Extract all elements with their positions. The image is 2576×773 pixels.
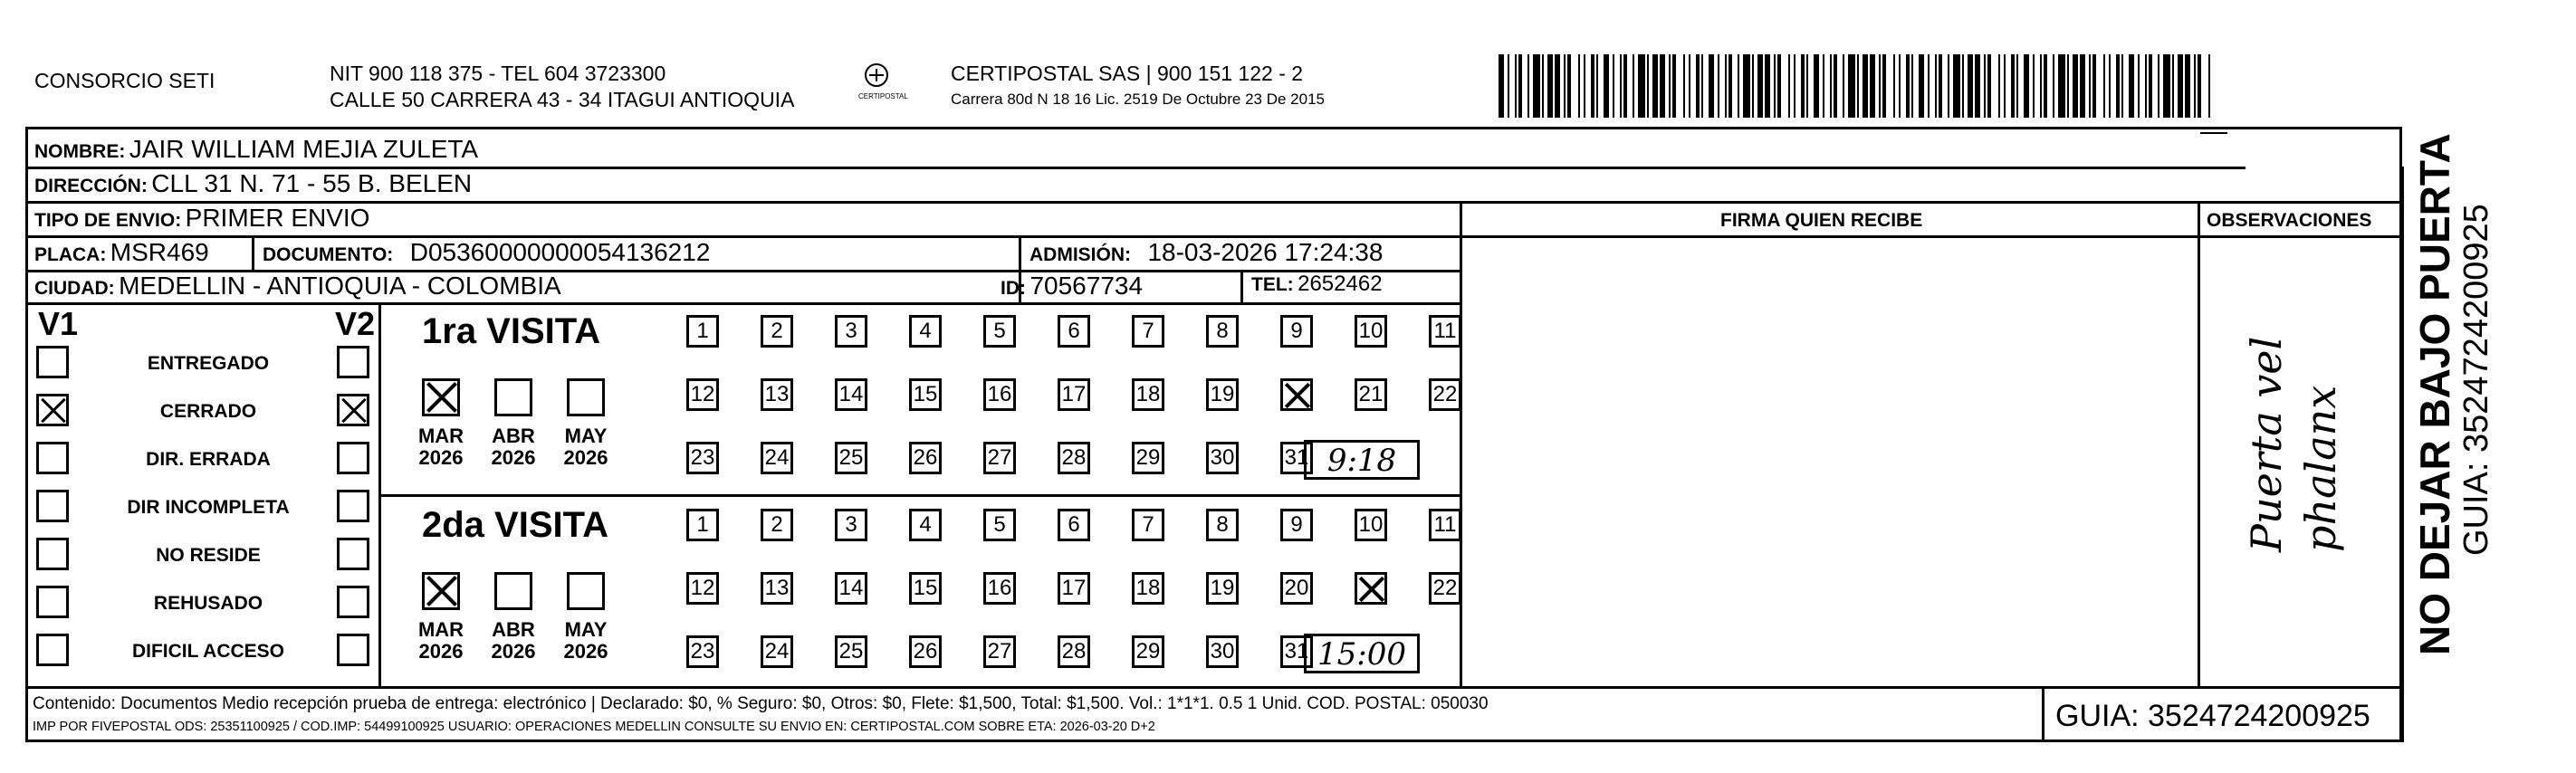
- day-box[interactable]: 7: [1132, 509, 1164, 541]
- day-box[interactable]: 15: [909, 378, 942, 411]
- placa-value: MSR469: [110, 238, 209, 266]
- day-box[interactable]: 24: [761, 442, 793, 474]
- day-box[interactable]: 25: [835, 442, 867, 474]
- certipostal-line: CERTIPOSTAL SAS | 900 151 122 - 2: [951, 62, 1304, 85]
- observaciones-line1: Puerta vel: [2242, 336, 2291, 552]
- day-box[interactable]: 25: [835, 635, 867, 668]
- day-box[interactable]: 14: [835, 378, 867, 411]
- visit-time: 15:00: [1304, 634, 1420, 673]
- day-box[interactable]: [1280, 378, 1313, 411]
- no-dejar-text: NO DEJAR BAJO PUERTA: [2411, 133, 2458, 655]
- day-box[interactable]: 23: [686, 442, 719, 474]
- visit-title: 1ra VISITA: [422, 311, 601, 351]
- month-label: MAY 2026: [563, 618, 608, 663]
- day-box[interactable]: 27: [983, 635, 1016, 668]
- day-box[interactable]: 8: [1206, 315, 1239, 348]
- day-box[interactable]: 1: [686, 509, 719, 541]
- company-name: CONSORCIO SETI: [34, 69, 215, 92]
- v2-checkbox[interactable]: [337, 490, 369, 522]
- day-box[interactable]: 2: [761, 315, 793, 348]
- observaciones-header: OBSERVACIONES: [2207, 210, 2372, 231]
- ciudad-label: CIUDAD:: [34, 278, 115, 299]
- day-box[interactable]: 8: [1206, 509, 1239, 541]
- day-box[interactable]: 28: [1058, 442, 1090, 474]
- day-box[interactable]: 22: [1429, 572, 1461, 605]
- day-box[interactable]: 31: [1280, 442, 1313, 474]
- day-box[interactable]: 5: [983, 315, 1016, 348]
- certipostal-logo-icon: CERTIPOSTAL: [858, 62, 895, 98]
- day-box[interactable]: 11: [1429, 315, 1461, 348]
- admision-value: 18-03-2026 17:24:38: [1147, 238, 1384, 266]
- side-guia-text: GUIA: 3524724200925: [2457, 204, 2495, 556]
- documento-label: DOCUMENTO:: [263, 244, 394, 265]
- day-box[interactable]: 10: [1355, 509, 1387, 541]
- day-box[interactable]: 13: [761, 572, 793, 605]
- direccion-value: CLL 31 N. 71 - 55 B. BELEN: [151, 169, 473, 197]
- status-label: NO RESIDE: [156, 545, 261, 566]
- day-box[interactable]: 28: [1058, 635, 1090, 668]
- day-box[interactable]: 10: [1355, 315, 1387, 348]
- month-checkbox[interactable]: [422, 378, 460, 416]
- day-box[interactable]: 3: [835, 509, 867, 541]
- day-box[interactable]: 16: [983, 572, 1016, 605]
- nombre-label: NOMBRE:: [34, 141, 126, 162]
- nombre-value: JAIR WILLIAM MEJIA ZULETA: [129, 135, 479, 163]
- month-label: MAR 2026: [417, 425, 464, 470]
- v1-checkbox[interactable]: [36, 586, 69, 618]
- admision-label: ADMISIÓN:: [1029, 244, 1131, 265]
- day-box[interactable]: 6: [1058, 509, 1090, 541]
- direccion-label: DIRECCIÓN:: [34, 176, 148, 196]
- day-box[interactable]: 6: [1058, 315, 1090, 348]
- month-checkbox[interactable]: [567, 378, 605, 416]
- day-box[interactable]: 26: [909, 442, 942, 474]
- v2-header: V2: [335, 305, 376, 342]
- day-box[interactable]: 29: [1132, 442, 1164, 474]
- month-checkbox[interactable]: [494, 572, 532, 610]
- v1-checkbox[interactable]: [36, 346, 69, 378]
- day-box[interactable]: 31: [1280, 635, 1313, 668]
- v1-checkbox[interactable]: [36, 634, 69, 666]
- day-box[interactable]: 17: [1058, 572, 1090, 605]
- v1-header: V1: [38, 305, 79, 342]
- day-box[interactable]: [1355, 572, 1387, 605]
- month-label: MAY 2026: [563, 425, 608, 470]
- v2-checkbox[interactable]: [337, 634, 369, 666]
- day-box[interactable]: 14: [835, 572, 867, 605]
- day-box[interactable]: 24: [761, 635, 793, 668]
- day-box[interactable]: 26: [909, 635, 942, 668]
- v1-checkbox[interactable]: [36, 394, 69, 426]
- day-box[interactable]: 5: [983, 509, 1016, 541]
- documento-value: D05360000000054136212: [409, 238, 711, 266]
- certipostal-sub: Carrera 80d N 18 16 Lic. 2519 De Octubre 23 De 2015: [951, 91, 1325, 108]
- day-box[interactable]: 21: [1355, 378, 1387, 411]
- day-box[interactable]: 17: [1058, 378, 1090, 411]
- day-box[interactable]: 9: [1280, 315, 1313, 348]
- id-value: 70567734: [1029, 272, 1144, 300]
- v2-checkbox[interactable]: [337, 538, 369, 570]
- month-checkbox[interactable]: [422, 572, 460, 610]
- day-box[interactable]: 3: [835, 315, 867, 348]
- month-label: MAR 2026: [417, 618, 464, 663]
- barcode: [1499, 54, 2214, 118]
- day-box[interactable]: 29: [1132, 635, 1164, 668]
- status-label: REHUSADO: [153, 593, 263, 614]
- imp-text: IMP POR FIVEPOSTAL ODS: 25351100925 / COD.IMP: 54499100925 USUARIO: OPERACIONES MEDELLIN CONSULTE SU ENVIO EN: CERTIPOSTAL.COM SOBRE ETA: 2026-03-20 D+2: [33, 720, 1155, 734]
- day-box[interactable]: 30: [1206, 635, 1239, 668]
- tipo-envio-value: PRIMER ENVIO: [185, 204, 370, 232]
- month-label: ABR 2026: [491, 425, 536, 470]
- day-box[interactable]: 27: [983, 442, 1016, 474]
- v2-checkbox[interactable]: [337, 394, 369, 426]
- visit-time: 9:18: [1304, 440, 1420, 480]
- day-box[interactable]: 12: [686, 378, 719, 411]
- month-label: ABR 2026: [491, 618, 536, 663]
- observaciones-line2: phalanx: [2296, 385, 2345, 552]
- nit-line: NIT 900 118 375 - TEL 604 3723300: [330, 62, 666, 85]
- month-checkbox[interactable]: [494, 378, 532, 416]
- day-box[interactable]: 22: [1429, 378, 1461, 411]
- day-box[interactable]: 4: [909, 509, 942, 541]
- ciudad-value: MEDELLIN - ANTIOQUIA - COLOMBIA: [119, 272, 561, 300]
- v2-checkbox[interactable]: [337, 586, 369, 618]
- v1-checkbox[interactable]: [36, 538, 69, 570]
- tipo-envio-label: TIPO DE ENVIO:: [34, 210, 182, 231]
- day-box[interactable]: 4: [909, 315, 942, 348]
- month-checkbox[interactable]: [567, 572, 605, 610]
- day-box[interactable]: 9: [1280, 509, 1313, 541]
- day-box[interactable]: 1: [686, 315, 719, 348]
- status-label: DIR. ERRADA: [146, 449, 271, 470]
- day-box[interactable]: 23: [686, 635, 719, 668]
- status-label: DIR INCOMPLETA: [127, 497, 290, 518]
- v1-checkbox[interactable]: [36, 442, 69, 474]
- status-label: DIFICIL ACCESO: [131, 641, 284, 662]
- day-box[interactable]: 16: [983, 378, 1016, 411]
- tel-label: TEL:: [1251, 274, 1294, 295]
- day-box[interactable]: 15: [909, 572, 942, 605]
- v1-checkbox[interactable]: [36, 490, 69, 522]
- contenido-text: Contenido: Documentos Medio recepción prueba de entrega: electrónico | Declarado: $0, % Seguro: $0, Otros: $0, Flete: $1,500, Total: $1,500. Vol.: 1*1*1. 0.5 1 Unid. COD. POSTAL: 050030: [33, 694, 1489, 713]
- day-box[interactable]: 11: [1429, 509, 1461, 541]
- day-box[interactable]: 20: [1280, 572, 1313, 605]
- day-box[interactable]: 30: [1206, 442, 1239, 474]
- day-box[interactable]: 19: [1206, 572, 1239, 605]
- day-box[interactable]: 19: [1206, 378, 1239, 411]
- status-label: CERRADO: [159, 401, 257, 422]
- v2-checkbox[interactable]: [337, 346, 369, 378]
- day-box[interactable]: 2: [761, 509, 793, 541]
- v2-checkbox[interactable]: [337, 442, 369, 474]
- placa-label: PLACA:: [34, 244, 107, 265]
- day-box[interactable]: 18: [1132, 378, 1164, 411]
- guia-footer: GUIA: 3524724200925: [2055, 699, 2370, 733]
- day-box[interactable]: 18: [1132, 572, 1164, 605]
- firma-header: FIRMA QUIEN RECIBE: [1720, 210, 1923, 231]
- status-label: ENTREGADO: [147, 353, 270, 374]
- address-line: CALLE 50 CARRERA 43 - 34 ITAGUI ANTIOQUIA: [330, 88, 795, 111]
- day-box[interactable]: 13: [761, 378, 793, 411]
- day-box[interactable]: 7: [1132, 315, 1164, 348]
- visit-title: 2da VISITA: [422, 505, 608, 545]
- id-label: ID:: [1001, 278, 1026, 299]
- tel-value: 2652462: [1298, 272, 1383, 296]
- day-box[interactable]: 12: [686, 572, 719, 605]
